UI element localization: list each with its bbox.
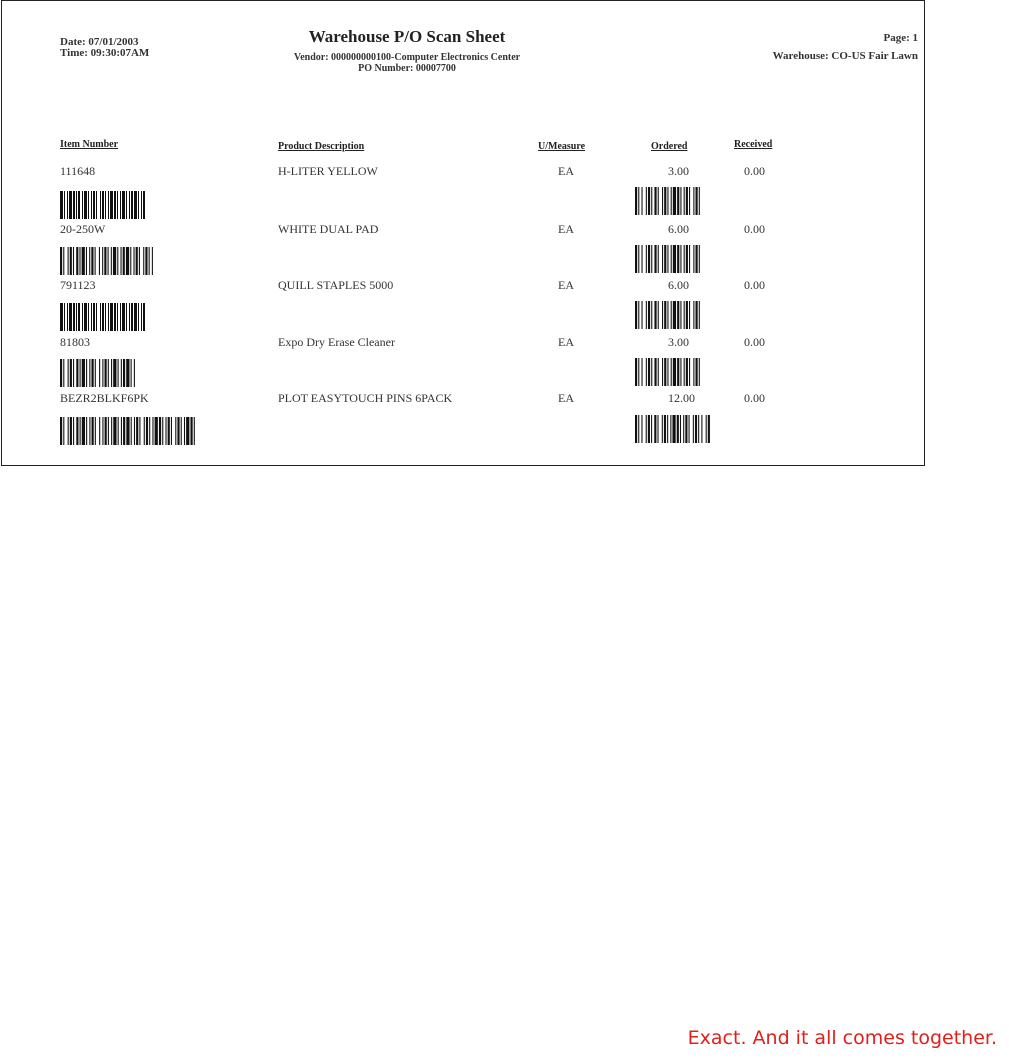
description-cell: PLOT EASYTOUCH PINS 6PACK xyxy=(278,391,453,405)
item-barcode xyxy=(60,303,146,331)
column-header-received: Received xyxy=(734,139,773,150)
po-number-label: PO Number: 00007700 xyxy=(358,63,456,74)
time-label: Time: 09:30:07AM xyxy=(60,47,150,59)
item-barcode xyxy=(60,417,197,445)
received-cell: 0.00 xyxy=(744,391,765,405)
ordered-cell: 3.00 xyxy=(668,335,689,349)
item-number-cell: 111648 xyxy=(60,164,96,178)
vendor-label: Vendor: 000000000100-Computer Electronics Center xyxy=(293,52,521,63)
ordered-cell: 6.00 xyxy=(668,278,689,292)
item-number-cell: 791123 xyxy=(60,278,96,292)
received-cell: 0.00 xyxy=(744,278,765,292)
ordered-cell: 12.00 xyxy=(668,391,695,405)
ordered-cell: 6.00 xyxy=(668,222,689,236)
ordered-barcode xyxy=(635,358,702,386)
ordered-barcode xyxy=(635,301,702,329)
description-cell: Expo Dry Erase Cleaner xyxy=(278,335,395,349)
item-barcode xyxy=(60,247,154,275)
column-header-ordered: Ordered xyxy=(651,141,688,152)
uom-cell: EA xyxy=(558,222,574,236)
ordered-cell: 3.00 xyxy=(668,164,689,178)
date-label: Date: 07/01/2003 xyxy=(60,36,139,48)
uom-cell: EA xyxy=(558,164,574,178)
warehouse-label: Warehouse: CO-US Fair Lawn xyxy=(772,50,918,62)
column-header-uom: U/Measure xyxy=(538,141,586,152)
item-number-cell: 20-250W xyxy=(60,222,106,236)
column-header-product-description: Product Description xyxy=(278,141,365,152)
page-title: Warehouse P/O Scan Sheet xyxy=(308,27,506,46)
received-cell: 0.00 xyxy=(744,164,765,178)
page-number: Page: 1 xyxy=(883,32,918,44)
ordered-barcode xyxy=(635,415,711,443)
uom-cell: EA xyxy=(558,335,574,349)
scan-sheet xyxy=(1,0,925,466)
item-number-cell: BEZR2BLKF6PK xyxy=(60,391,149,405)
uom-cell: EA xyxy=(558,391,574,405)
description-cell: WHITE DUAL PAD xyxy=(278,222,379,236)
column-header-item-number: Item Number xyxy=(60,139,119,150)
received-cell: 0.00 xyxy=(744,222,765,236)
ordered-barcode xyxy=(635,245,702,273)
item-barcode xyxy=(60,359,136,387)
description-cell: QUILL STAPLES 5000 xyxy=(278,278,394,292)
received-cell: 0.00 xyxy=(744,335,765,349)
tagline: Exact. And it all comes together. xyxy=(687,1027,997,1049)
description-cell: H-LITER YELLOW xyxy=(278,164,378,178)
item-number-cell: 81803 xyxy=(60,335,90,349)
item-barcode xyxy=(60,191,146,219)
ordered-barcode xyxy=(635,187,702,215)
uom-cell: EA xyxy=(558,278,574,292)
